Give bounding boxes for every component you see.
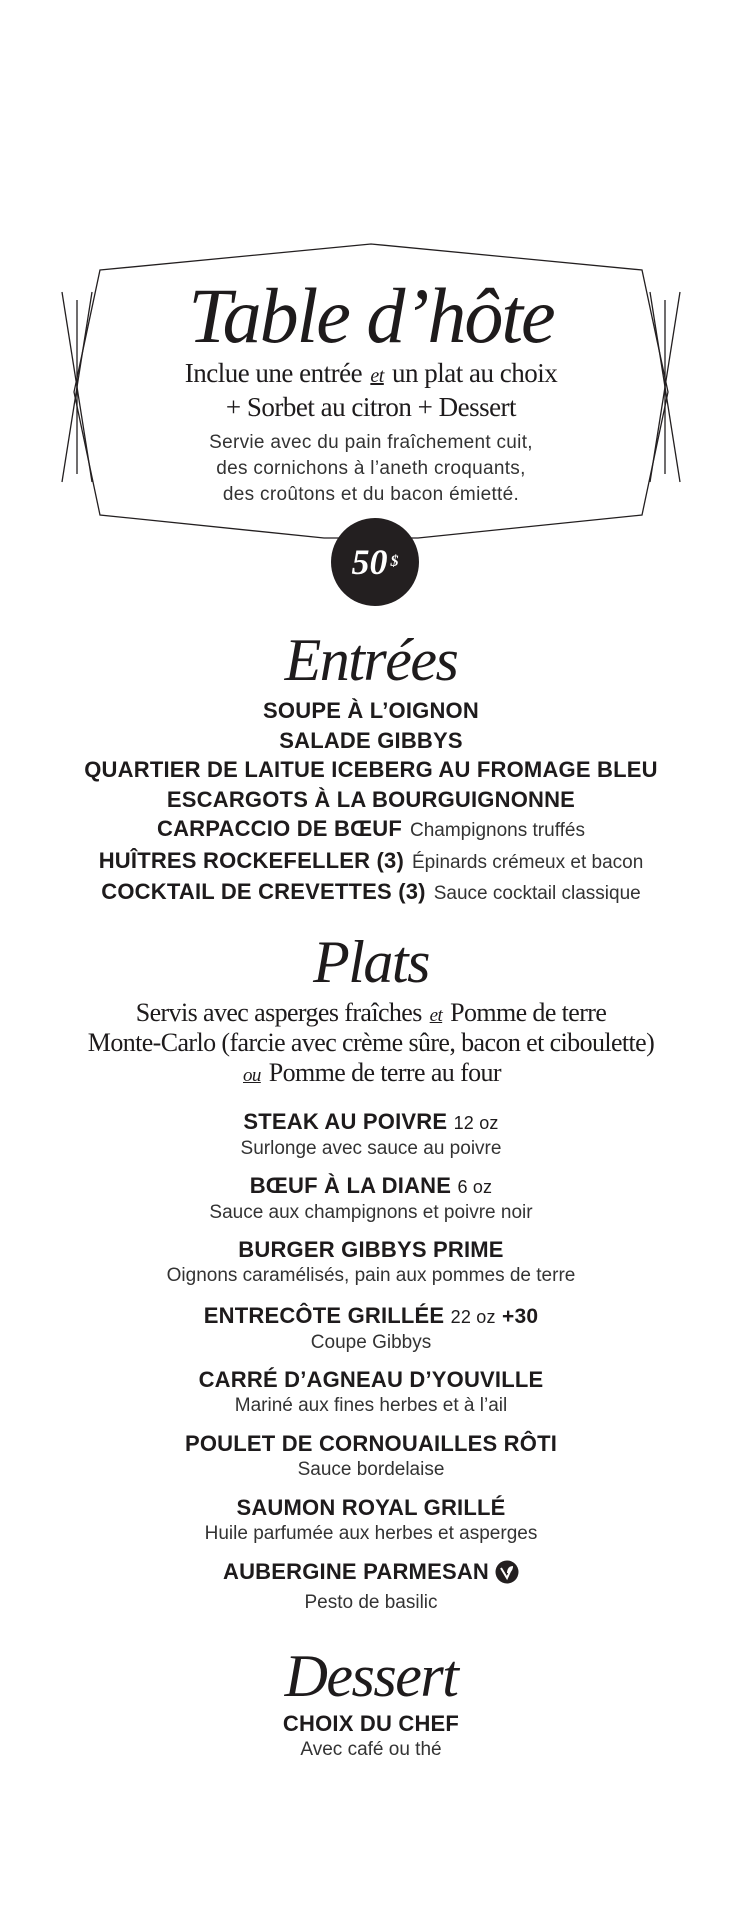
dish-item [0, 1366, 742, 1418]
entree-description: Épinards crémeux et bacon [411, 851, 644, 873]
dish-description: Surlonge avec sauce au poivre [240, 1138, 502, 1159]
dessert-description: Avec café ou thé [300, 1739, 442, 1760]
vegetarian-leaf-icon [495, 1560, 519, 1591]
entree-item: SALADE GIBBYS [279, 727, 463, 753]
price-value: 50 [351, 542, 388, 582]
entree-item: ESCARGOTS À LA BOURGUIGNONNE [166, 786, 576, 812]
dish-item [0, 1494, 742, 1546]
dish-description: Huile parfumée aux herbes et asperges [204, 1523, 538, 1544]
entree-item: SOUPE À L’OIGNON [263, 698, 479, 723]
dish-description: Mariné aux fines herbes et à l’ail [234, 1395, 508, 1416]
dish-item [0, 1430, 742, 1482]
plats-intro-line2: Monte-Carlo (farcie avec crème sûre, bacon et ciboulette) [87, 1028, 655, 1057]
dish-size: 6 oz [457, 1177, 493, 1197]
entree-item: COCKTAIL DE CREVETTES (3) Sauce cocktail classique [101, 879, 641, 904]
entree-item: HUÎTRES ROCKEFELLER (3) Épinards crémeux et bacon [98, 847, 644, 873]
subtitle-part2: un plat au choix [392, 358, 558, 388]
subtitle-part1: Inclue une entrée [184, 358, 363, 388]
dish-description: Sauce aux champignons et poivre noir [209, 1202, 533, 1223]
dish-name: BŒUF À LA DIANE [249, 1173, 452, 1198]
menu-subtitle-line2: + Sorbet au citron + Dessert [225, 392, 517, 422]
price-badge [331, 518, 419, 606]
menu-note-line1: Servie avec du pain fraîchement cuit, [209, 432, 533, 453]
dish-item [0, 1302, 742, 1355]
plats-intro-line3: ou Pomme de terre au four [243, 1058, 501, 1087]
dish-name: BURGER GIBBYS PRIME [238, 1237, 504, 1262]
menu-note-line2: des cornichons à l’aneth croquants, [216, 458, 526, 479]
entrees-title: Entrées [284, 627, 458, 693]
dish-name: POULET DE CORNOUAILLES RÔTI [184, 1431, 558, 1456]
dessert-item [0, 1710, 742, 1762]
dish-description: Coupe Gibbys [310, 1332, 432, 1353]
dish-name: CARRÉ D’AGNEAU D’YOUVILLE [198, 1367, 544, 1392]
dish-item [0, 1172, 742, 1225]
dessert-name: CHOIX DU CHEF [282, 1711, 460, 1736]
plats-intro-conjunction: ou [243, 1065, 261, 1086]
entree-description: Champignons truffés [410, 820, 585, 841]
dish-name: ENTRECÔTE GRILLÉE [203, 1303, 445, 1328]
entree-item: CARPACCIO DE BŒUF Champignons truffés [157, 816, 585, 841]
plats-title: Plats [313, 929, 429, 995]
dish-description: Sauce bordelaise [297, 1459, 445, 1480]
menu-note-line3: des croûtons et du bacon émietté. [222, 484, 520, 505]
price-currency: $ [390, 553, 399, 570]
plats-intro-conjunction: et [429, 1005, 443, 1026]
entree-description: Sauce cocktail classique [433, 883, 641, 904]
dish-item [0, 1236, 742, 1288]
dish-size: 12 oz [453, 1113, 499, 1133]
subtitle-conjunction: et [370, 365, 384, 387]
dessert-title: Dessert [284, 1643, 458, 1709]
menu-title: Table d’hôte [188, 272, 554, 359]
dish-item [0, 1558, 742, 1615]
dish-size: 22 oz [450, 1307, 496, 1327]
dish-name: AUBERGINE PARMESAN [223, 1559, 489, 1584]
menu-subtitle [0, 356, 742, 393]
plats-intro-line1: Servis avec asperges fraîches et Pomme de terre [135, 998, 607, 1027]
dish-description: Oignons caramélisés, pain aux pommes de terre [166, 1265, 576, 1286]
dish-name: SAUMON ROYAL GRILLÉ [236, 1495, 506, 1520]
dish-supplement: +30 [501, 1305, 539, 1328]
dish-item [0, 1108, 742, 1161]
entrees-list [0, 696, 742, 909]
entree-item: QUARTIER DE LAITUE ICEBERG AU FROMAGE BLEU [84, 757, 658, 782]
dish-description: Pesto de basilic [304, 1592, 438, 1613]
dish-name: STEAK AU POIVRE [243, 1109, 448, 1134]
